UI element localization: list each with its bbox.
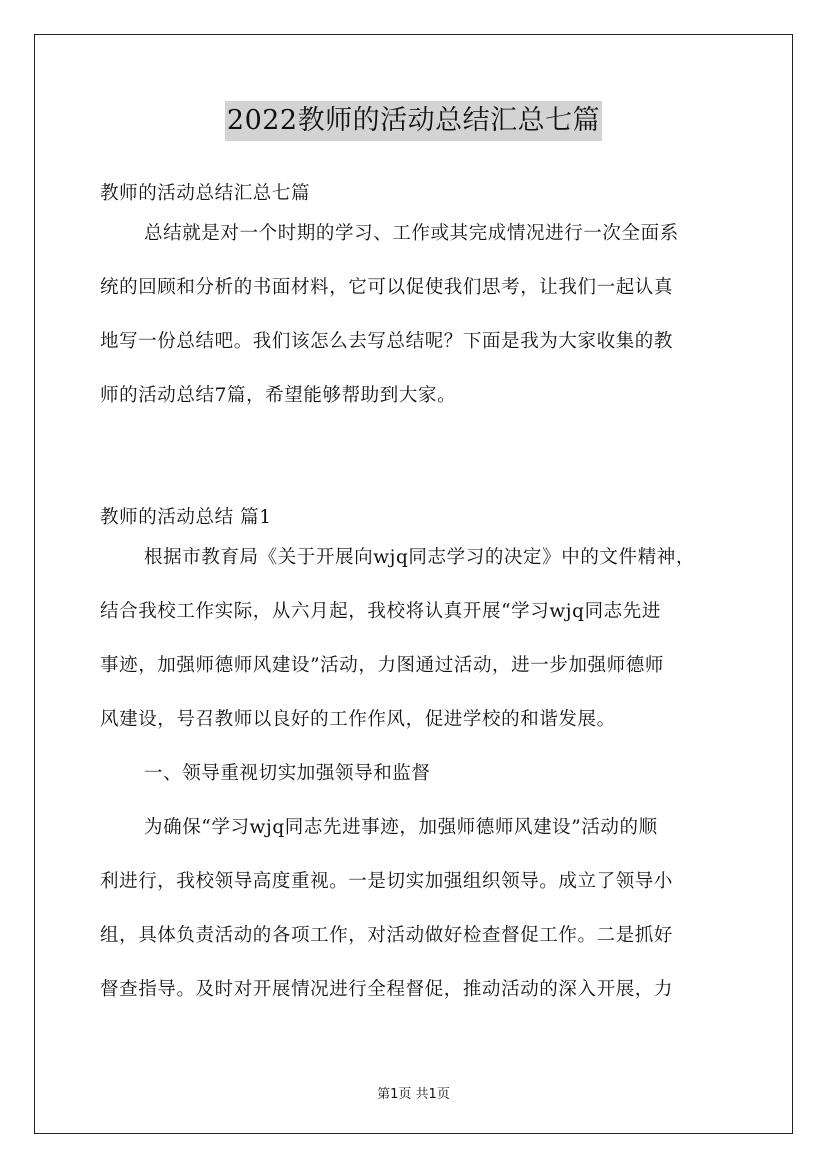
intro-line: 总结就是对一个时期的学习、工作或其完成情况进行一次全面系 xyxy=(144,223,679,244)
paragraph-line: 风建设，号召教师以良好的工作作风，促进学校的和谐发展。 xyxy=(100,709,616,730)
title-container xyxy=(0,101,827,141)
intro-line: 统的回顾和分析的书面材料，它可以促使我们思考，让我们一起认真 xyxy=(100,277,674,298)
spacer xyxy=(100,434,730,502)
paragraph-line: 利进行，我校领导高度重视。一是切实加强组织领导。成立了领导小 xyxy=(100,871,674,892)
paragraph-line: 事迹，加强师德师风建设”活动，力图通过活动，进一步加强师德师 xyxy=(100,655,664,676)
paragraph-line: 为确保“学习wjq同志先进事迹，加强师德师风建设”活动的顺 xyxy=(144,817,658,838)
paragraph-line: 根据市教育局《关于开展向wjq同志学习的决定》中的文件精神， xyxy=(144,547,695,568)
document-subtitle: 教师的活动总结汇总七篇 xyxy=(100,183,311,204)
paragraph-line: 组，具体负责活动的各项工作，对活动做好检查督促工作。二是抓好 xyxy=(100,925,674,946)
intro-line: 师的活动总结7篇，希望能够帮助到大家。 xyxy=(100,385,457,406)
subheading: 一、领导重视切实加强领导和监督 xyxy=(144,763,431,784)
document-title: 2022教师的活动总结汇总七篇 xyxy=(225,101,602,141)
page-footer: 第1页 共1页 xyxy=(377,1087,450,1102)
paragraph-line: 督查指导。及时对开展情况进行全程督促，推动活动的深入开展，力 xyxy=(100,979,674,1000)
section-title: 教师的活动总结 篇1 xyxy=(100,507,272,528)
intro-line: 地写一份总结吧。我们该怎么去写总结呢？下面是我为大家收集的教 xyxy=(100,331,674,352)
paragraph-line: 结合我校工作实际，从六月起，我校将认真开展“学习wjq同志先进 xyxy=(100,601,661,622)
document-body xyxy=(100,178,730,1028)
